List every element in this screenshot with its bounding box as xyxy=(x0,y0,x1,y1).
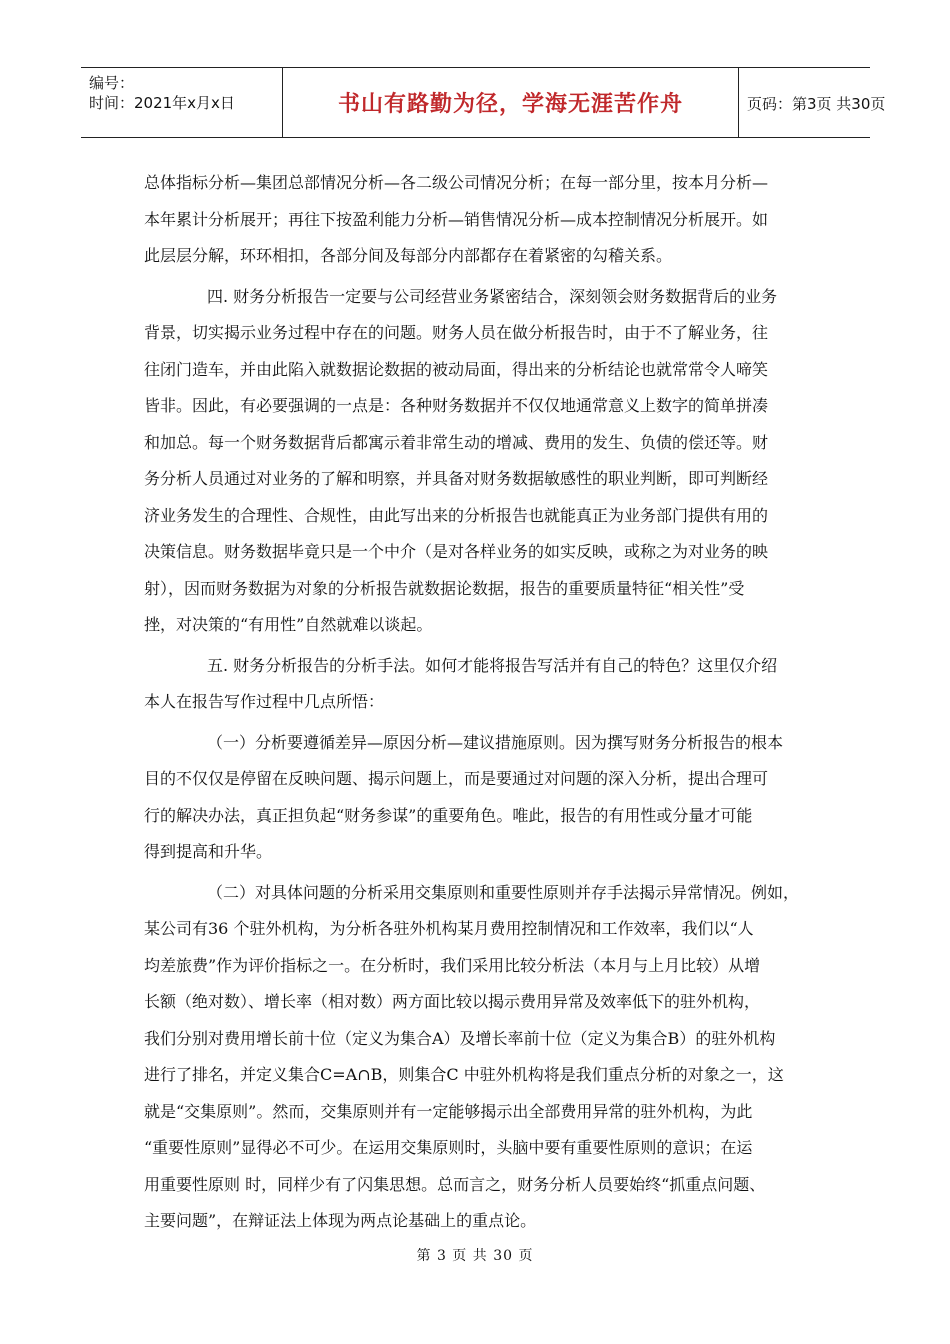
body-text-line: 目的不仅仅是停留在反映问题、揭示问题上，而是要通过对问题的深入分析，提出合理可 xyxy=(144,769,769,788)
body-text-line: 此层层分解，环环相扣，各部分间及每部分内部都存在着紧密的勾稽关系。 xyxy=(144,246,673,265)
body-text-line: （二）对具体问题的分析采用交集原则和重要性原则并存手法揭示异常情况。例如， xyxy=(207,882,800,902)
header-meta-cell xyxy=(81,68,283,137)
body-text-line: 往闭门造车，并由此陷入就数据论数据的被动局面，得出来的分析结论也就常常令人啼笑 xyxy=(144,359,769,379)
header-motto-cell xyxy=(283,68,739,137)
body-text-line: 主要问题”，在辩证法上体现为两点论基础上的重点论。 xyxy=(144,1211,537,1230)
body-text-line: 就是“交集原则”。然而，交集原则并有一定能够揭示出全部费用异常的驻外机构，为此 xyxy=(144,1101,753,1121)
body-text-line: 总体指标分析—集团总部情况分析—各二级公司情况分析；在每一部分里，按本月分析— xyxy=(144,173,769,192)
body-text-line: 决策信息。财务数据毕竟只是一个中介（是对各样业务的如实反映，或称之为对业务的映 xyxy=(144,542,769,561)
document-body xyxy=(144,165,808,1240)
body-text-line: 射），因而财务数据为对象的分析报告就数据论数据，报告的重要质量特征“相关性”受 xyxy=(144,578,745,598)
body-text-line: 挫，对决策的“有用性”自然就难以谈起。 xyxy=(144,615,433,634)
body-text-line: 用重要性原则 时，同样少有了闪集思想。总而言之，财务分析人员要始终“抓重点问题、 xyxy=(144,1174,766,1194)
header-page-info: 页码：第3页 共30页 xyxy=(747,95,886,113)
body-text-line: 本年累计分析展开；再往下按盈利能力分析—销售情况分析—成本控制情况分析展开。如 xyxy=(144,209,769,229)
body-text-line: 得到提高和升华。 xyxy=(144,842,273,861)
document-number-label: 编号： xyxy=(89,74,135,92)
body-text-line: 均差旅费”作为评价指标之一。在分析时，我们采用比较分析法（本月与上月比较）从增 xyxy=(144,955,761,975)
body-text-line: 务分析人员通过对业务的了解和明察，并具备对财务数据敏感性的职业判断，即可判断经 xyxy=(144,469,769,488)
body-text-line: 五. 财务分析报告的分析手法。如何才能将报告写活并有自己的特色？这里仅介绍 xyxy=(207,655,778,675)
body-text-line: 我们分别对费用增长前十位（定义为集合A）及增长率前十位（定义为集合B）的驻外机构 xyxy=(144,1028,776,1048)
body-text-line: 进行了排名，并定义集合C=A∩B，则集合C 中驻外机构将是我们重点分析的对象之一，这 xyxy=(144,1065,784,1084)
body-text-line: 行的解决办法，真正担负起“财务参谋”的重要角色。唯此，报告的有用性或分量才可能 xyxy=(144,805,753,825)
body-text-line: 长额（绝对数）、增长率（相对数）两方面比较以揭示费用异常及效率低下的驻外机构， xyxy=(144,992,761,1011)
body-text-line: 本人在报告写作过程中几点所悟： xyxy=(144,692,385,711)
page-footer: 第 3 页 共 30 页 xyxy=(416,1248,534,1264)
body-text-line: 济业务发生的合理性、合规性，由此写出来的分析报告也就能真正为业务部门提供有用的 xyxy=(144,505,769,525)
header-motto: 书山有路勤为径，学海无涯苦作舟 xyxy=(337,92,683,117)
body-text-line: 皆非。因此，有必要强调的一点是：各种财务数据并不仅仅地通常意义上数字的简单拼凑 xyxy=(144,396,769,415)
header-page-cell xyxy=(739,68,886,137)
body-text-line: “重要性原则”显得必不可少。在运用交集原则时，头脑中要有重要性原则的意识；在运 xyxy=(144,1138,753,1157)
document-date: 时间：2021年x月x日 xyxy=(89,94,235,112)
body-text-line: （一）分析要遵循差异—原因分析—建议措施原则。因为撰写财务分析报告的根本 xyxy=(207,732,784,752)
body-text-line: 四. 财务分析报告一定要与公司经营业务紧密结合，深刻领会财务数据背后的业务 xyxy=(207,286,778,306)
body-text-line: 背景，切实揭示业务过程中存在的问题。财务人员在做分析报告时，由于不了解业务，往 xyxy=(144,323,769,342)
body-text-line: 某公司有36 个驻外机构，为分析各驻外机构某月费用控制情况和工作效率，我们以“人 xyxy=(144,919,754,938)
page-header xyxy=(81,67,886,138)
body-text-line: 和加总。每一个财务数据背后都寓示着非常生动的增减、费用的发生、负债的偿还等。财 xyxy=(144,432,769,452)
